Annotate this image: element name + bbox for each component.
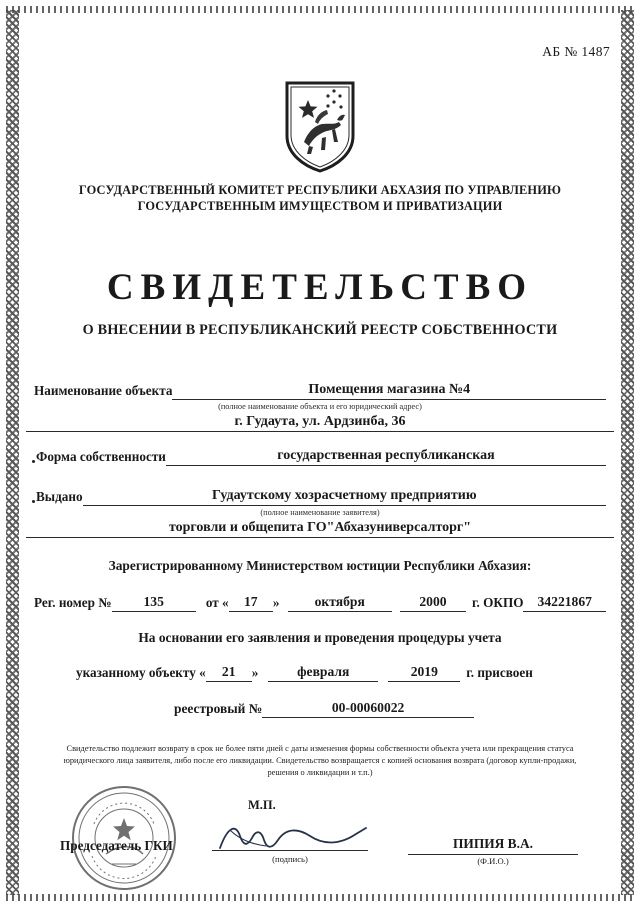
registered-line: Зарегистрированному Министерством юстиции Республики Абхазия: bbox=[108, 558, 532, 573]
reg-number-value: 135 bbox=[112, 594, 196, 612]
handwritten-signature-icon bbox=[214, 818, 374, 858]
okpo-label: г. ОКПО bbox=[472, 595, 524, 610]
committee-heading: ГОСУДАРСТВЕННЫЙ КОМИТЕТ РЕСПУБЛИКИ АБХАЗИЯ ПО УПРАВЛЕНИЮ ГОСУДАРСТВЕННЫМ ИМУЩЕСТВОМ И ПРИВАТИЗАЦИИ bbox=[78, 183, 562, 214]
document-title: СВИДЕТЕЛЬСТВО bbox=[106, 267, 534, 308]
official-name: ПИПИЯ В.А. bbox=[408, 836, 578, 855]
issued-hint: (полное наименование заявителя) bbox=[260, 508, 380, 517]
registration-number-row bbox=[34, 594, 606, 612]
bullet-ownership bbox=[32, 460, 35, 463]
basis-line: На основании его заявления и проведения процедуры учета bbox=[138, 630, 502, 645]
registry-value: 00-00060022 bbox=[262, 700, 474, 718]
reg-from-label: от « bbox=[205, 595, 229, 610]
signature-caption: (подпись) bbox=[272, 854, 308, 864]
assigned-month: февраля bbox=[268, 664, 378, 682]
object-name-value: Помещения магазина №4 bbox=[172, 382, 606, 400]
ornament-border-right bbox=[621, 10, 634, 895]
document-subtitle: О ВНЕСЕНИИ В РЕСПУБЛИКАНСКИЙ РЕЕСТР СОБСТВЕННОСТИ bbox=[82, 322, 558, 338]
assigned-prefix: указанному объекту « bbox=[76, 665, 206, 680]
mp-label: М.П. bbox=[248, 798, 276, 812]
object-name-label: Наименование объекта bbox=[34, 383, 173, 398]
reg-month-value: октября bbox=[288, 594, 392, 612]
issued-value: Гудаутскому хозрасчетному предприятию bbox=[83, 488, 606, 506]
ornament-border-bottom bbox=[6, 894, 634, 901]
assigned-day-close: » bbox=[251, 665, 259, 680]
reg-day-value: 17 bbox=[229, 594, 273, 612]
issued-value-second-line: торговли и общепита ГО"Абхазуниверсалторг" bbox=[26, 520, 614, 538]
ownership-label: Форма собственности bbox=[36, 449, 166, 464]
issued-label: Выдано bbox=[36, 489, 83, 504]
ornament-border-top bbox=[6, 6, 634, 13]
coat-of-arms-icon bbox=[284, 80, 356, 174]
serial-number: АБ № 1487 bbox=[542, 44, 610, 59]
reg-day-close: » bbox=[272, 595, 280, 610]
chairman-label: Председатель ГКИ bbox=[60, 838, 173, 853]
object-address-value: г. Гудаута, ул. Ардзинба, 36 bbox=[26, 414, 614, 432]
assigned-day: 21 bbox=[206, 664, 252, 682]
reg-number-label: Рег. номер № bbox=[34, 595, 112, 610]
ownership-row bbox=[36, 448, 606, 466]
registry-number-row bbox=[174, 700, 474, 718]
ownership-value: государственная республиканская bbox=[166, 448, 606, 466]
assigned-date-row bbox=[76, 664, 576, 682]
certificate-content bbox=[26, 18, 614, 888]
reg-year-value: 2000 bbox=[400, 594, 466, 612]
registry-label: реестровый № bbox=[174, 701, 263, 716]
object-name-hint: (полное наименование объекта и его юридический адрес) bbox=[218, 402, 422, 411]
assigned-suffix: г. присвоен bbox=[466, 665, 533, 680]
signature-line bbox=[212, 850, 368, 851]
object-name-row bbox=[34, 382, 606, 400]
okpo-value: 34221867 bbox=[523, 594, 606, 612]
issued-row bbox=[36, 488, 606, 506]
bullet-issued bbox=[32, 500, 35, 503]
fine-print: Свидетельство подлежит возврату в срок не более пяти дней с даты изменения формы собственности объекта учета или прекращения статуса юридического лица заявителя, либо после его ликвидации. Свидетельство возвращается с копией основания возврата (договор купли-продажи, решения о ликвидации и т.п.) bbox=[63, 744, 577, 778]
assigned-year: 2019 bbox=[388, 664, 460, 682]
ornament-border-left bbox=[6, 10, 19, 895]
fio-caption: (Ф.И.О.) bbox=[477, 856, 509, 866]
